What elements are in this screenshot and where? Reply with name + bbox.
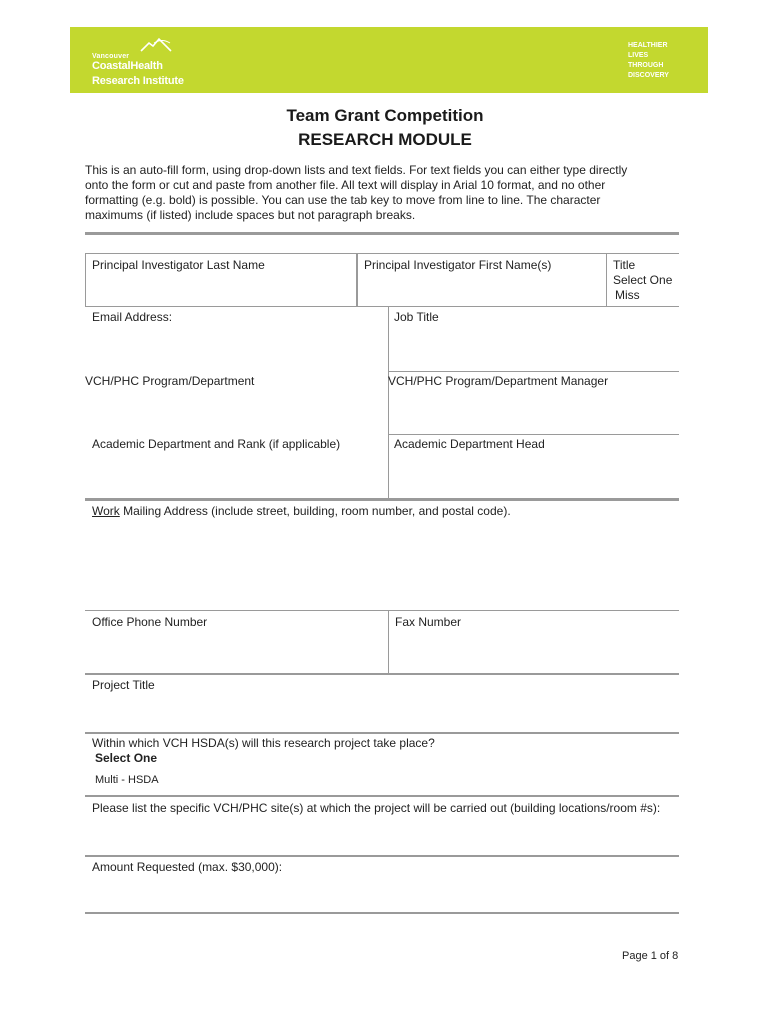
intro-line: formatting (e.g. bold) is possible. You can use the tab key to move from line to line. The character [85, 193, 601, 207]
program-department-field[interactable]: VCH/PHC Program/Department [85, 374, 255, 388]
form-bottom-rule [85, 912, 679, 914]
column-divider [85, 253, 86, 306]
row-rule [85, 610, 679, 611]
tagline-line: HEALTHIER [628, 42, 668, 49]
amount-requested-field[interactable]: Amount Requested (max. $30,000): [92, 860, 283, 874]
logo-line-research-institute: Research Institute [92, 75, 184, 87]
document-subtitle: RESEARCH MODULE [298, 130, 472, 149]
logo-line-coastal-health: CoastalHealth [92, 60, 163, 72]
hsda-selected-value[interactable]: Multi - HSDA [95, 774, 159, 786]
job-title-field[interactable]: Job Title [394, 310, 439, 324]
tagline-line: THROUGH [628, 62, 664, 69]
pi-first-name-field[interactable]: Principal Investigator First Name(s) [364, 258, 552, 272]
form-top-rule [85, 232, 679, 235]
hsda-dropdown[interactable]: Select One [95, 751, 158, 765]
program-manager-field[interactable]: VCH/PHC Program/Department Manager [388, 374, 609, 388]
pi-last-name-field[interactable]: Principal Investigator Last Name [92, 258, 265, 272]
title-label: Title [613, 258, 636, 272]
logo-line-vancouver: Vancouver [92, 53, 130, 60]
row-rule [388, 434, 679, 435]
tagline-line: LIVES [628, 52, 649, 59]
intro-line: This is an auto-fill form, using drop-down lists and text fields. For text fields you can either type directly [85, 163, 628, 177]
row-rule [85, 498, 679, 501]
intro-paragraph [85, 163, 685, 223]
title-dropdown[interactable]: Select One [613, 273, 673, 287]
column-divider [606, 253, 607, 306]
vch-research-institute-logo [92, 37, 242, 87]
row-rule [85, 673, 679, 675]
hsda-question: Within which VCH HSDA(s) will this research project take place? [92, 736, 435, 750]
office-phone-field[interactable]: Office Phone Number [92, 615, 208, 629]
row-rule [85, 253, 679, 254]
column-divider [356, 253, 358, 306]
tagline [628, 41, 669, 81]
project-title-field[interactable]: Project Title [92, 678, 155, 692]
row-rule [85, 795, 679, 797]
column-divider [388, 306, 389, 498]
row-rule [388, 371, 679, 372]
title-selected-value[interactable]: Miss [615, 288, 640, 302]
fax-field[interactable]: Fax Number [395, 615, 462, 629]
email-field[interactable]: Email Address: [92, 310, 173, 324]
row-rule [85, 306, 679, 307]
intro-line: maximums (if listed) include spaces but not paragraph breaks. [85, 208, 416, 222]
document-title: Team Grant Competition [286, 106, 484, 125]
page-number: Page 1 of 8 [622, 950, 679, 962]
academic-department-field[interactable]: Academic Department and Rank (if applicable) [92, 437, 341, 451]
mailing-address-work-word: Work [92, 504, 120, 518]
mailing-address-field[interactable] [92, 504, 511, 518]
mailing-address-label: Mailing Address (include street, building, room number, and postal code). [119, 504, 511, 518]
column-divider [388, 610, 389, 673]
row-rule [85, 732, 679, 734]
mountain-logo-icon [140, 37, 172, 53]
intro-line: onto the form or cut and paste from another file. All text will display in Arial 10 format, and no other [85, 178, 606, 192]
tagline-line: DISCOVERY [628, 72, 669, 79]
row-rule [85, 855, 679, 857]
academic-head-field[interactable]: Academic Department Head [394, 437, 545, 451]
header-banner [70, 27, 708, 93]
sites-field[interactable]: Please list the specific VCH/PHC site(s) at which the project will be carried out (building locations/room #s): [92, 801, 661, 815]
